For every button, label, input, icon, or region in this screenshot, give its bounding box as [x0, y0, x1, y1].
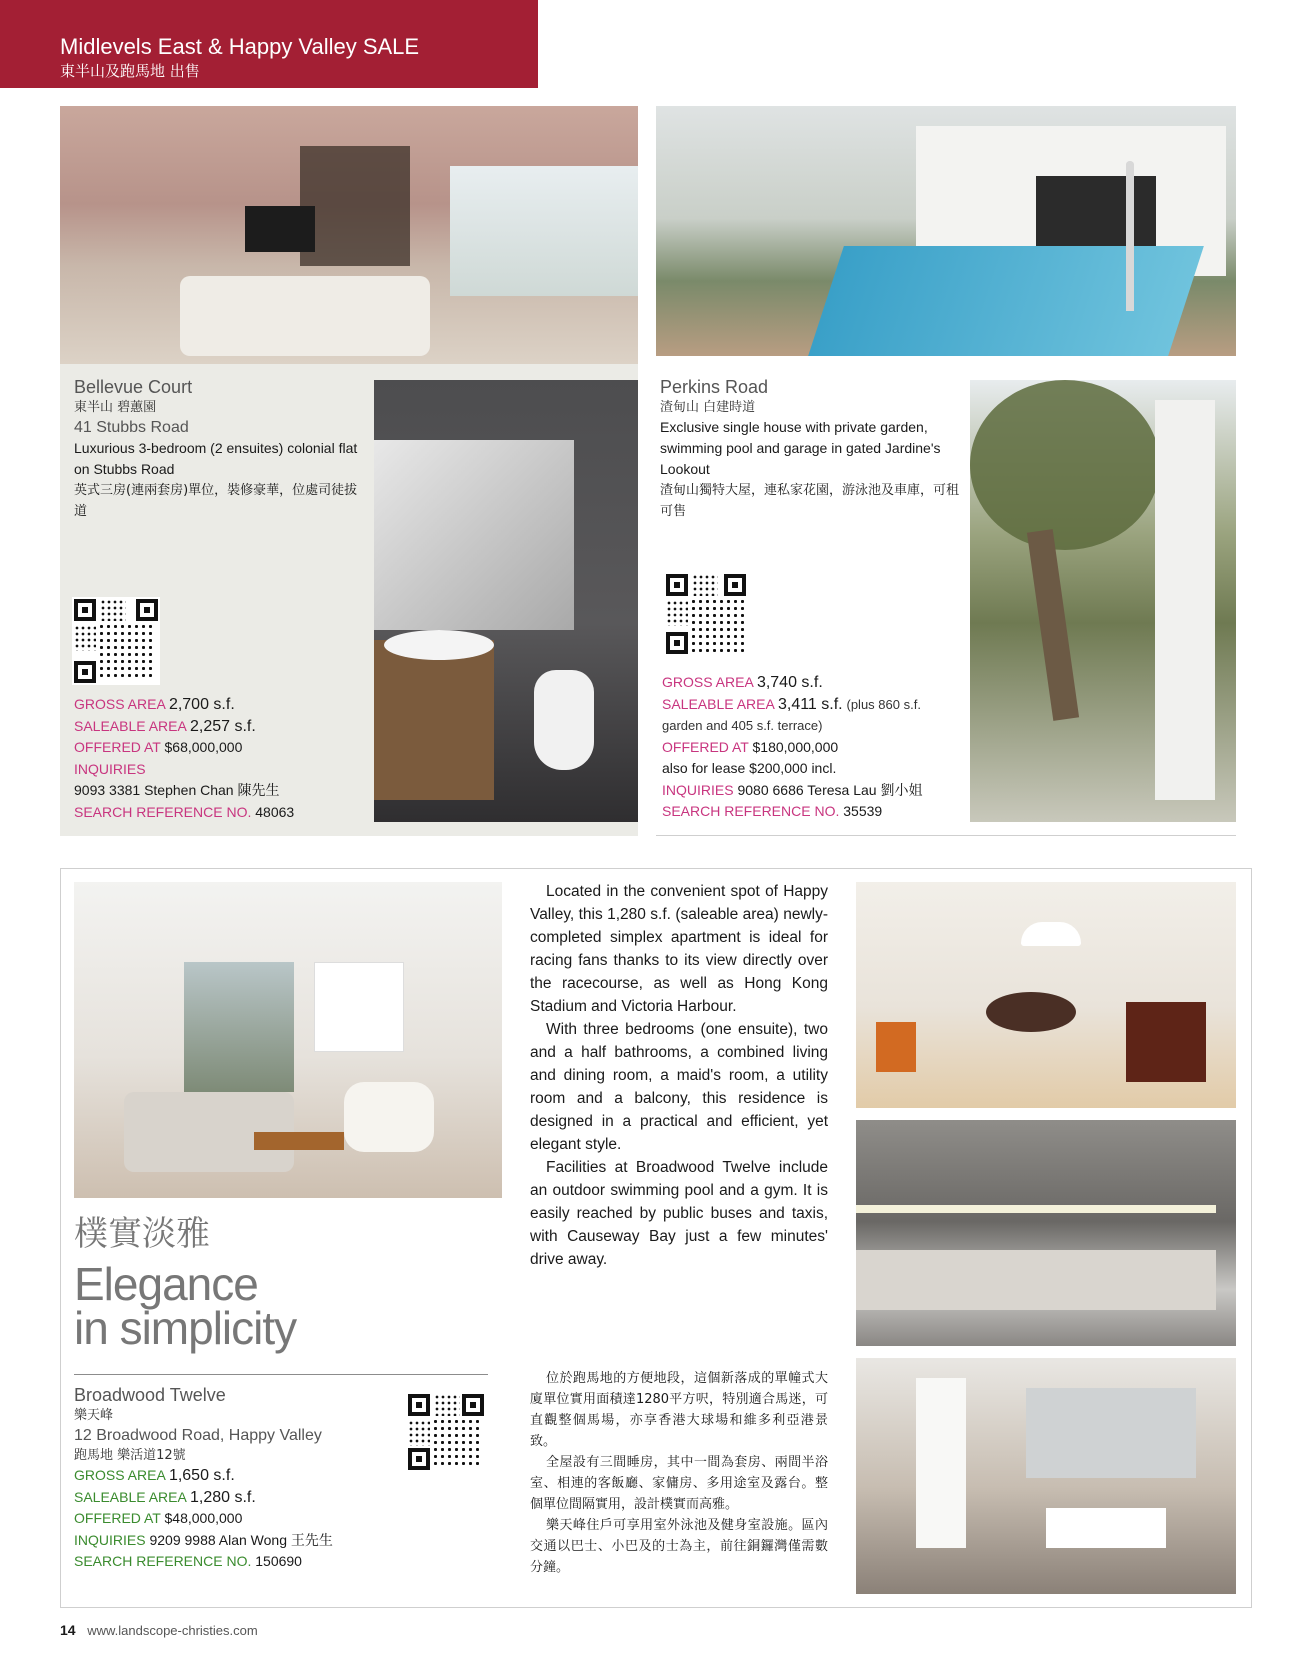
- bellevue-text-block: [74, 376, 364, 522]
- broadwood-kitchen-photo: [856, 1120, 1236, 1346]
- search-ref-value: 35539: [843, 803, 883, 819]
- inquiries-contact[interactable]: 9093 3381 Stephen Chan: [74, 782, 234, 798]
- inquiries-label: INQUIRIES: [74, 760, 146, 777]
- broadwood-living-room-photo: [74, 882, 502, 1198]
- perkins-title-zh: 渣甸山 白建時道: [660, 400, 756, 415]
- offered-value: $48,000,000: [164, 1510, 243, 1526]
- broadwood-title-zh: 樂天峰: [74, 1408, 114, 1423]
- bellevue-living-room-photo: [60, 106, 638, 364]
- gross-area-value: 2,700 s.f.: [168, 696, 235, 713]
- perkins-pool-photo: [656, 106, 1236, 356]
- broadwood-text-block: [74, 1384, 394, 1573]
- perkins-details: [662, 672, 962, 823]
- perkins-description: Exclusive single house with private garden, swimming pool and garage in gated Jardine's Lookout: [660, 419, 941, 477]
- feature-headline-en-line2: in simplicity: [74, 1302, 297, 1354]
- bellevue-details: [74, 694, 374, 823]
- gross-area-value: 3,740 s.f.: [756, 674, 823, 691]
- inquiries-contact[interactable]: 9080 6686 Teresa Lau: [737, 781, 877, 798]
- section-header: [0, 0, 538, 88]
- perkins-qr-code[interactable]: [664, 572, 748, 656]
- saleable-area-value: 2,257 s.f.: [189, 717, 256, 735]
- perkins-text-block: [660, 376, 960, 522]
- bellevue-description: Luxurious 3-bedroom (2 ensuites) colonial flat on Stubbs Road: [74, 440, 358, 477]
- bellevue-bathroom-photo: [374, 380, 638, 822]
- saleable-area-label: SALEABLE AREA: [662, 695, 775, 712]
- inquiries-label: INQUIRIES: [74, 1531, 146, 1548]
- gross-area-label: GROSS AREA: [662, 674, 754, 690]
- broadwood-dining-photo: [856, 882, 1236, 1108]
- broadwood-address-zh: 跑馬地 樂活道12號: [74, 1448, 186, 1463]
- bellevue-description-zh: 英式三房(連兩套房)單位，裝修豪華，位處司徒拔道: [74, 483, 358, 519]
- bellevue-qr-code[interactable]: [72, 597, 160, 685]
- section-title-zh: 東半山及跑馬地 出售: [60, 62, 200, 80]
- body-paragraph-zh: 全屋設有三間睡房，其中一間為套房、兩間半浴室、相連的客飯廳、家傭房、多用途室及露台。整個單位間隔實用，設計樸實而高雅。: [530, 1455, 828, 1512]
- search-ref-label: SEARCH REFERENCE NO.: [74, 803, 252, 820]
- saleable-area-value: 3,411 s.f.: [777, 695, 843, 713]
- inquiries-contact-zh: 劉小姐: [880, 781, 923, 798]
- gross-area-value: 1,650 s.f.: [168, 1467, 235, 1484]
- feature-body-en: [530, 880, 828, 1271]
- bellevue-title-zh: 東半山 碧蕙園: [74, 400, 157, 415]
- perkins-garden-photo: [970, 380, 1236, 822]
- gross-area-label: GROSS AREA: [74, 1467, 166, 1483]
- body-paragraph: With three bedrooms (one ensuite), two and a half bathrooms, a combined living and dining room, a maid's room, a utility room and a balcony, this residence is designed in a practical and efficient, yet elegant style.: [530, 1021, 828, 1153]
- section-title-en: Midlevels East & Happy Valley SALE: [60, 34, 420, 59]
- offered-label: OFFERED AT: [662, 738, 749, 755]
- broadwood-bathroom-photo: [856, 1358, 1236, 1594]
- search-ref-value: 150690: [255, 1553, 302, 1569]
- inquiries-contact-zh: 陳先生: [237, 782, 280, 798]
- saleable-area-label: SALEABLE AREA: [74, 717, 187, 734]
- body-paragraph-zh: 位於跑馬地的方便地段，這個新落成的單幢式大廈單位實用面積達1280平方呎，特別適合馬迷，可直觀整個馬場，亦享香港大球場和維多利亞港景致。: [530, 1371, 828, 1449]
- inquiries-contact[interactable]: 9209 9988 Alan Wong: [149, 1531, 287, 1548]
- body-paragraph: Facilities at Broadwood Twelve include an outdoor swimming pool and a gym. It is easily reached by public buses and taxis, with Causeway Bay just a few minutes' drive away.: [530, 1159, 828, 1268]
- divider-line: [74, 1374, 488, 1375]
- bellevue-title: Bellevue Court: [74, 377, 193, 397]
- saleable-area-note: (plus 860 s.f. garden and 405 s.f. terrace): [662, 696, 921, 733]
- bellevue-address: 41 Stubbs Road: [74, 419, 189, 436]
- saleable-area-label: SALEABLE AREA: [74, 1488, 187, 1505]
- perkins-title: Perkins Road: [660, 377, 769, 397]
- feature-body-zh: [530, 1368, 828, 1578]
- footer-url[interactable]: www.landscope-christies.com: [87, 1623, 258, 1638]
- lease-note: also for lease $200,000 incl.: [662, 760, 837, 776]
- offered-label: OFFERED AT: [74, 739, 161, 755]
- inquiries-contact-zh: 王先生: [290, 1531, 333, 1548]
- broadwood-qr-code[interactable]: [406, 1392, 486, 1472]
- saleable-area-value: 1,280 s.f.: [189, 1488, 256, 1506]
- offered-label: OFFERED AT: [74, 1510, 161, 1526]
- gross-area-label: GROSS AREA: [74, 696, 166, 712]
- offered-value: $68,000,000: [164, 739, 243, 755]
- perkins-description-zh: 渣甸山獨特大屋，連私家花園，游泳池及車庫，可租可售: [660, 483, 960, 519]
- broadwood-address: 12 Broadwood Road, Happy Valley: [74, 1427, 322, 1444]
- offered-value: $180,000,000: [752, 738, 839, 755]
- feature-headline-zh: 樸實淡雅: [74, 1214, 210, 1254]
- search-ref-label: SEARCH REFERENCE NO.: [662, 803, 840, 819]
- body-paragraph: Located in the convenient spot of Happy Valley, this 1,280 s.f. (saleable area) newly-completed simplex apartment is ideal for racing fans thanks to its view directly over the racecourse, as well as Hong Kong Stadium and Victoria Harbour.: [530, 883, 828, 1015]
- inquiries-label: INQUIRIES: [662, 781, 734, 798]
- page-number: 14: [60, 1622, 76, 1638]
- body-paragraph-zh: 樂天峰住戶可享用室外泳池及健身室設施。區內交通以巴士、小巴及的士為主，前往銅鑼灣僅需數分鐘。: [530, 1518, 828, 1575]
- search-ref-label: SEARCH REFERENCE NO.: [74, 1553, 252, 1569]
- search-ref-value: 48063: [255, 803, 295, 820]
- page-footer: [60, 1622, 258, 1638]
- feature-headline-en-line1: Elegance: [74, 1258, 258, 1310]
- broadwood-title: Broadwood Twelve: [74, 1385, 226, 1405]
